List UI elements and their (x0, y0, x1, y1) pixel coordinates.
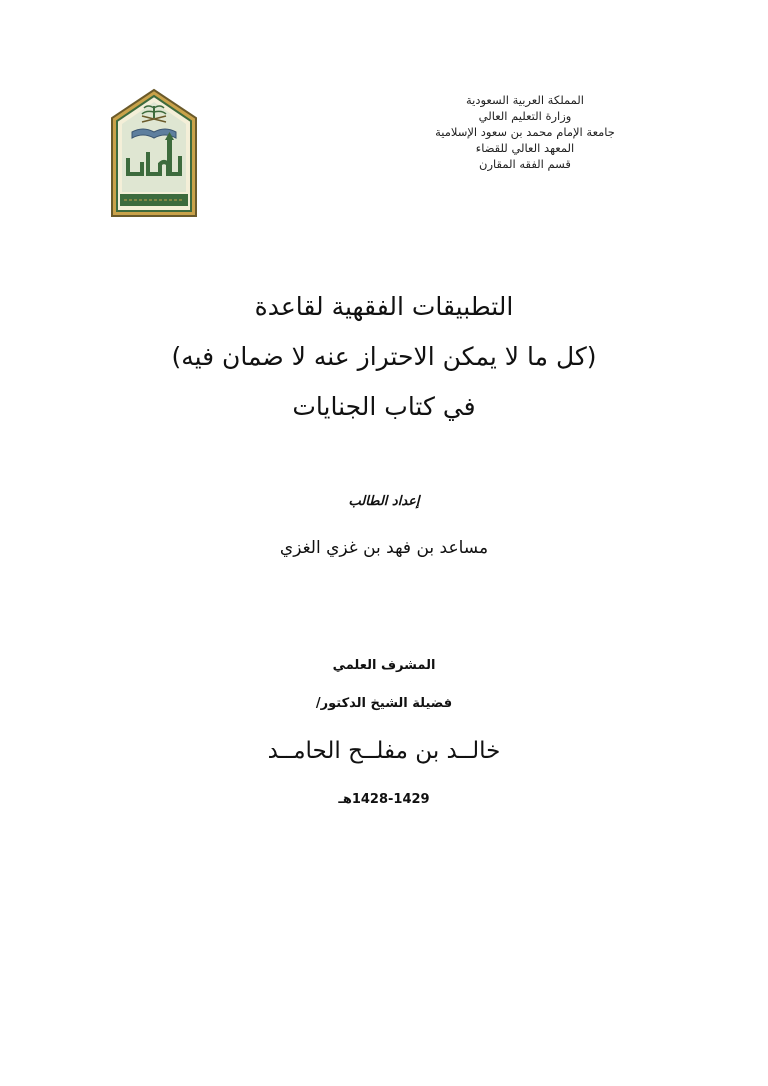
thesis-title (60, 282, 708, 432)
prepared-by-label: إعداد الطالب (348, 494, 420, 509)
institution-header (420, 92, 630, 172)
header-line-ministry: وزارة التعليم العالي (478, 109, 572, 123)
header-line-department: قسم الفقه المقارن (479, 157, 571, 171)
imam-university-emblem-icon (108, 88, 200, 220)
supervisor-name: خالــد بن مفلــح الحامــد (267, 738, 501, 764)
academic-year: 1428-1429هـ (338, 792, 430, 807)
header-line-country: المملكة العربية السعودية (466, 93, 584, 107)
header-line-university: جامعة الإمام محمد بن سعود الإسلامية (435, 125, 615, 139)
supervisor-label: المشرف العلمي (332, 658, 436, 673)
supervisor-title: فضيلة الشيخ الدكتور/ (315, 696, 453, 711)
university-logo (108, 88, 200, 220)
student-name: مساعد بن فهد بن غزي الغزي (279, 538, 489, 558)
title-line-2: (كل ما لا يمكن الاحتراز عنه لا ضمان فيه) (171, 342, 597, 371)
header-line-institute: المعهد العالي للقضاء (475, 141, 575, 155)
title-line-3: في كتاب الجنايات (292, 392, 476, 421)
title-line-1: التطبيقات الفقهية لقاعدة (254, 292, 514, 321)
